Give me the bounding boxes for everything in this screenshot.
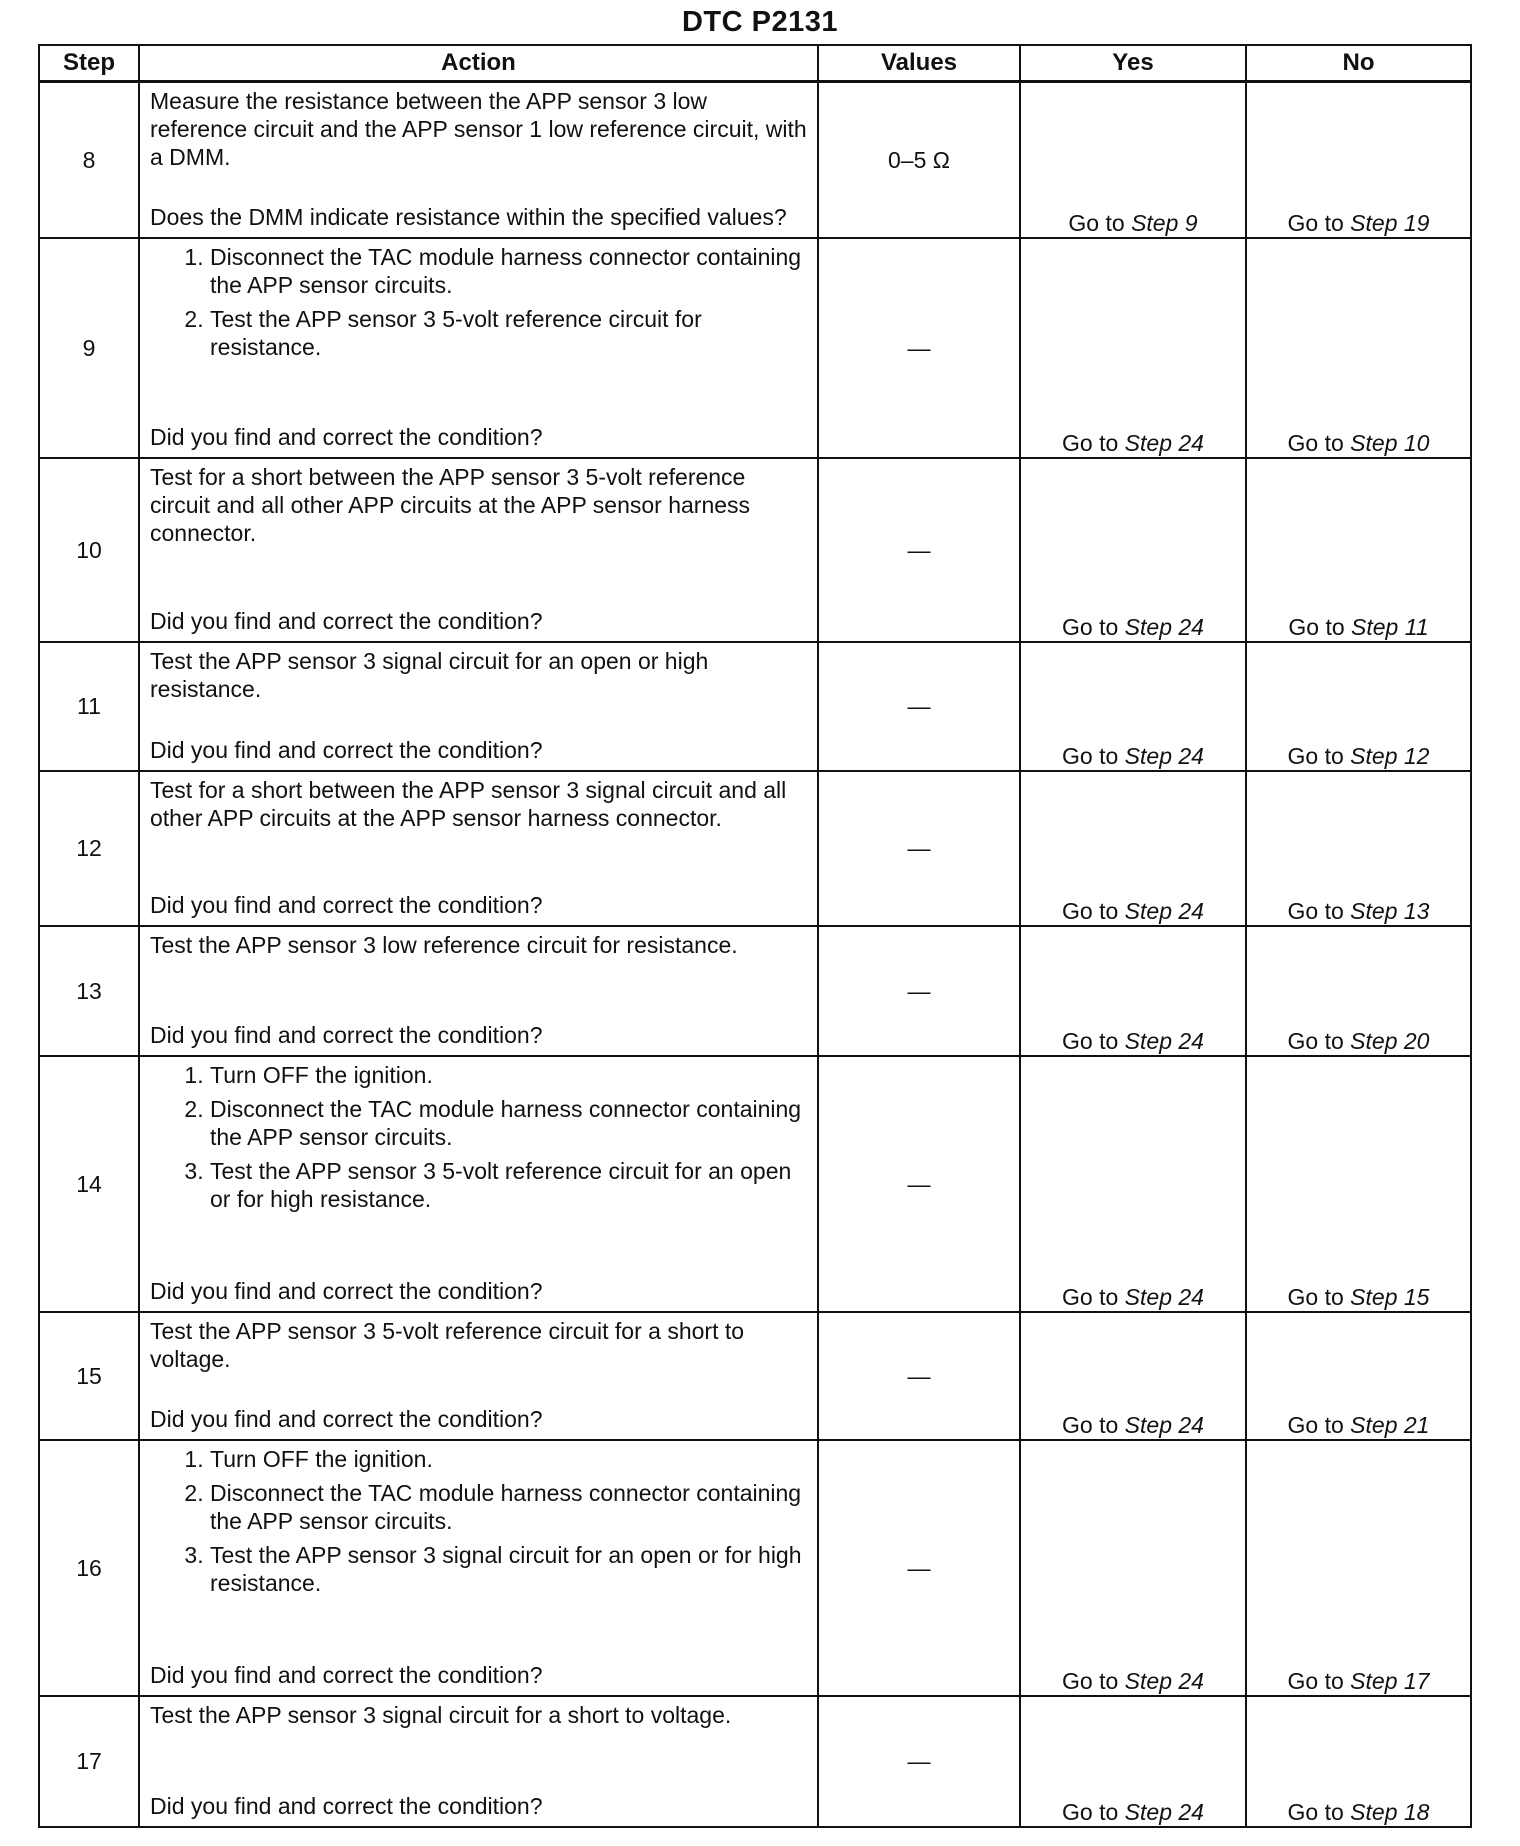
action-list-item: 1. Turn OFF the ignition. <box>210 1445 807 1473</box>
action-list-item: 2. Disconnect the TAC module harness connector containing the APP sensor circuits. <box>210 1479 807 1535</box>
goto-step-yes: Step 24 <box>1124 1667 1204 1694</box>
goto-step-yes: Step 24 <box>1124 613 1204 640</box>
step-number: 16 <box>39 1440 139 1696</box>
goto-step-no: Step 10 <box>1350 429 1430 456</box>
action-cell <box>139 1696 818 1827</box>
goto-prefix: Go to <box>1062 429 1119 456</box>
goto-prefix: Go to <box>1062 897 1119 924</box>
action-content <box>140 772 817 923</box>
action-content <box>140 1697 817 1824</box>
action-content <box>140 459 817 639</box>
goto-prefix: Go to <box>1062 1411 1119 1438</box>
no-cell <box>1246 1056 1471 1312</box>
action-question: Did you find and correct the condition? <box>150 1021 543 1048</box>
action-question: Does the DMM indicate resistance within the specified values? <box>150 204 787 230</box>
goto-prefix: Go to <box>1287 1667 1344 1694</box>
action-question: Did you find and correct the condition? <box>150 1661 543 1688</box>
document-title: DTC P2131 <box>681 6 838 38</box>
action-question: Did you find and correct the condition? <box>150 736 543 763</box>
header-yes: Yes <box>1020 45 1246 82</box>
action-text: Measure the resistance between the APP sensor 3 low reference circuit and the APP sensor 1 low reference circuit, with a DMM. <box>150 88 807 170</box>
action-content <box>140 1057 817 1309</box>
step-number: 17 <box>39 1696 139 1827</box>
action-cell <box>139 238 818 458</box>
goto-prefix: Go to <box>1287 1283 1344 1310</box>
table-row <box>39 1312 1471 1440</box>
goto-prefix: Go to <box>1062 1798 1119 1825</box>
goto-prefix: Go to <box>1068 209 1125 236</box>
goto-prefix: Go to <box>1062 1283 1119 1310</box>
yes-cell <box>1020 642 1246 771</box>
yes-cell <box>1020 458 1246 642</box>
header-step: Step <box>39 45 139 82</box>
no-cell <box>1246 926 1471 1056</box>
action-text: Test the APP sensor 3 signal circuit for an open or high resistance. <box>150 647 709 702</box>
table-row <box>39 642 1471 771</box>
goto-step-yes: Step 24 <box>1124 1027 1204 1054</box>
action-list-item: 2. Test the APP sensor 3 5-volt reference circuit for resistance. <box>210 305 807 361</box>
goto-step-no: Step 15 <box>1350 1283 1430 1310</box>
goto-prefix: Go to <box>1287 1027 1344 1054</box>
table-body <box>39 82 1471 1827</box>
table-row <box>39 926 1471 1056</box>
no-cell <box>1246 458 1471 642</box>
value-cell: — <box>818 238 1020 458</box>
value-cell: — <box>818 642 1020 771</box>
goto-step-no: Step 11 <box>1351 613 1429 640</box>
goto-step-no: Step 20 <box>1350 1027 1430 1054</box>
action-cell <box>139 642 818 771</box>
table-row <box>39 238 1471 458</box>
action-cell <box>139 1440 818 1696</box>
action-question: Did you find and correct the condition? <box>150 1277 543 1304</box>
header-values: Values <box>818 45 1020 82</box>
action-text: Test for a short between the APP sensor 3 signal circuit and all other APP circuits at the APP sensor harness connector. <box>150 776 787 831</box>
goto-step-no: Step 17 <box>1350 1667 1430 1694</box>
header-no: No <box>1246 45 1471 82</box>
action-content <box>140 239 817 455</box>
no-cell <box>1246 771 1471 926</box>
goto-prefix: Go to <box>1287 742 1344 769</box>
action-cell <box>139 926 818 1056</box>
goto-step-yes: Step 24 <box>1124 1283 1204 1310</box>
action-content <box>140 1313 817 1437</box>
yes-cell <box>1020 1696 1246 1827</box>
yes-cell <box>1020 82 1246 238</box>
table-row <box>39 1696 1471 1827</box>
goto-prefix: Go to <box>1287 897 1344 924</box>
step-number: 12 <box>39 771 139 926</box>
goto-step-yes: Step 24 <box>1124 897 1204 924</box>
action-list-item: 1. Disconnect the TAC module harness connector containing the APP sensor circuits. <box>210 243 807 299</box>
value-cell: — <box>818 926 1020 1056</box>
action-cell <box>139 82 818 238</box>
step-number: 13 <box>39 926 139 1056</box>
goto-step-no: Step 18 <box>1350 1798 1430 1825</box>
action-text: Test for a short between the APP sensor 3 5-volt reference circuit and all other APP circuits at the APP sensor harness connector. <box>150 463 751 546</box>
action-content <box>140 927 817 1053</box>
action-list <box>150 243 807 367</box>
goto-step-no: Step 19 <box>1350 209 1430 236</box>
value-cell: — <box>818 1696 1020 1827</box>
table-row <box>39 1440 1471 1696</box>
goto-step-yes: Step 24 <box>1124 1798 1204 1825</box>
action-text: Test the APP sensor 3 signal circuit for a short to voltage. <box>150 1701 732 1728</box>
goto-prefix: Go to <box>1062 613 1119 640</box>
goto-prefix: Go to <box>1062 1027 1119 1054</box>
step-number: 9 <box>39 238 139 458</box>
value-cell: — <box>818 1312 1020 1440</box>
goto-step-no: Step 13 <box>1350 897 1430 924</box>
action-list-item: 3. Test the APP sensor 3 signal circuit for an open or for high resistance. <box>210 1541 807 1597</box>
value-cell: — <box>818 1056 1020 1312</box>
goto-prefix: Go to <box>1062 1667 1119 1694</box>
value-cell: — <box>818 1440 1020 1696</box>
step-number: 10 <box>39 458 139 642</box>
action-content <box>140 83 817 235</box>
no-cell <box>1246 1696 1471 1827</box>
value-cell: 0–5 Ω <box>818 82 1020 238</box>
action-question: Did you find and correct the condition? <box>150 1405 543 1432</box>
action-question: Did you find and correct the condition? <box>150 891 543 918</box>
action-cell <box>139 1312 818 1440</box>
action-list-item: 1. Turn OFF the ignition. <box>210 1061 807 1089</box>
action-question: Did you find and correct the condition? <box>150 607 543 634</box>
action-text: Test the APP sensor 3 5-volt reference circuit for a short to voltage. <box>150 1317 745 1372</box>
action-cell <box>139 1056 818 1312</box>
table-row <box>39 458 1471 642</box>
action-cell <box>139 458 818 642</box>
step-number: 11 <box>39 642 139 771</box>
yes-cell <box>1020 926 1246 1056</box>
step-number: 8 <box>39 82 139 238</box>
no-cell <box>1246 238 1471 458</box>
action-list-item: 2. Disconnect the TAC module harness connector containing the APP sensor circuits. <box>210 1095 807 1151</box>
table-row <box>39 1056 1471 1312</box>
step-number: 14 <box>39 1056 139 1312</box>
goto-step-yes: Step 24 <box>1124 742 1204 769</box>
yes-cell <box>1020 238 1246 458</box>
goto-step-no: Step 21 <box>1350 1411 1430 1438</box>
goto-prefix: Go to <box>1062 742 1119 769</box>
yes-cell <box>1020 1312 1246 1440</box>
value-cell: — <box>818 771 1020 926</box>
yes-cell <box>1020 771 1246 926</box>
header-action: Action <box>139 45 818 82</box>
value-cell: — <box>818 458 1020 642</box>
goto-step-yes: Step 24 <box>1124 429 1204 456</box>
action-question: Did you find and correct the condition? <box>150 423 543 450</box>
goto-prefix: Go to <box>1287 1798 1344 1825</box>
action-cell <box>139 771 818 926</box>
table-header-row <box>39 45 1471 82</box>
goto-prefix: Go to <box>1287 429 1344 456</box>
action-question: Did you find and correct the condition? <box>150 1792 543 1819</box>
action-text: Test the APP sensor 3 low reference circuit for resistance. <box>150 931 738 958</box>
no-cell <box>1246 82 1471 238</box>
yes-cell <box>1020 1056 1246 1312</box>
action-content <box>140 643 817 768</box>
goto-step-yes: Step 9 <box>1131 209 1198 236</box>
step-number: 15 <box>39 1312 139 1440</box>
action-content <box>140 1441 817 1693</box>
action-list <box>150 1061 807 1219</box>
no-cell <box>1246 1440 1471 1696</box>
goto-prefix: Go to <box>1288 613 1345 640</box>
diagnostic-table <box>38 44 1472 1828</box>
goto-prefix: Go to <box>1287 1411 1344 1438</box>
action-list-item: 3. Test the APP sensor 3 5-volt reference circuit for an open or for high resistance. <box>210 1157 807 1213</box>
goto-prefix: Go to <box>1287 209 1344 236</box>
no-cell <box>1246 642 1471 771</box>
table-row <box>39 82 1471 238</box>
yes-cell <box>1020 1440 1246 1696</box>
goto-step-no: Step 12 <box>1350 742 1430 769</box>
goto-step-yes: Step 24 <box>1124 1411 1204 1438</box>
action-list <box>150 1445 807 1603</box>
no-cell <box>1246 1312 1471 1440</box>
table-row <box>39 771 1471 926</box>
